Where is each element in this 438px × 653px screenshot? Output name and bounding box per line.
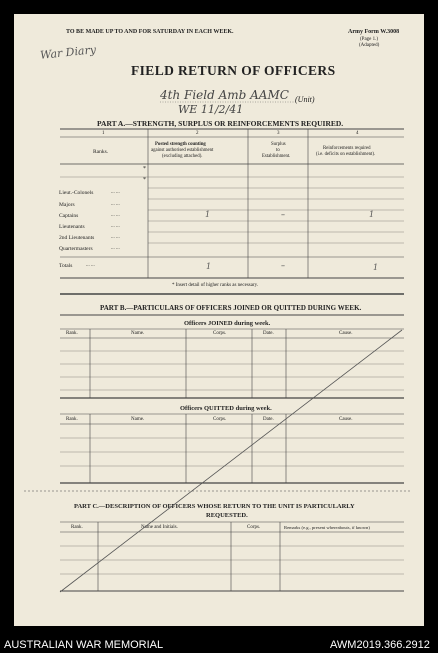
rank-label: Lieutenants [59, 224, 85, 230]
quitted-col-cause: Cause. [339, 417, 353, 422]
leader-dots: ... ... [111, 202, 120, 207]
part-c-col-name: Name and Initials. [141, 525, 178, 530]
officers-joined-title: Officers JOINED during week. [184, 320, 271, 327]
leader-dots: ... ... [86, 263, 95, 268]
form-title: FIELD RETURN OF OFFICERS [131, 63, 336, 78]
captains-reinforce-entry: 1 [369, 210, 375, 219]
surplus-header: Establishment. [262, 154, 291, 159]
part-c-col-corps: Corps. [247, 525, 261, 530]
leader-dots: ... ... [111, 190, 120, 195]
rank-label: Lieut.-Colonels [59, 190, 94, 196]
part-b-heading: PART B.—PARTICULARS OF OFFICERS JOINED OR QUITTED DURING WEEK. [100, 304, 362, 312]
reinforcements-header: (i.e. deficits on establishment). [316, 152, 376, 157]
part-a-col-number: 4 [356, 131, 359, 136]
unit-label: (Unit) [295, 95, 315, 104]
totals-posted-entry: 1 [206, 262, 212, 271]
quitted-col-rank: Rank. [66, 417, 78, 422]
ranks-column-header: Ranks. [93, 149, 109, 155]
captains-surplus-entry: – [281, 210, 285, 219]
rank-label: Majors [59, 202, 75, 208]
officers-quitted-title: Officers QUITTED during week. [180, 405, 272, 412]
surplus-header: to [276, 148, 280, 153]
leader-dots: ... ... [111, 246, 120, 251]
form-number: Army Form W.3008 [348, 29, 400, 35]
part-a-footnote: * Insert detail of higher ranks as necessary. [172, 283, 259, 288]
rank-label: Quartermasters [59, 246, 93, 252]
submission-instruction: TO BE MADE UP TO AND FOR SATURDAY IN EACH WEEK. [66, 29, 234, 35]
part-a-col-number: 3 [277, 131, 280, 136]
posted-strength-header: (excluding attached). [162, 154, 203, 159]
rank-label: 2nd Lieutenants [59, 235, 95, 241]
joined-col-rank: Rank. [66, 331, 78, 336]
higher-rank-asterisk: * [143, 177, 146, 183]
leader-dots: ... ... [111, 224, 120, 229]
joined-col-cause: Cause. [339, 331, 353, 336]
part-c-col-rank: Rank. [71, 525, 83, 530]
reinforcements-header: Reinforcements required [323, 146, 371, 151]
captains-posted-entry: 1 [205, 210, 211, 219]
week-ending-handwritten: WE 11/2/41 [178, 103, 244, 116]
joined-col-name: Name. [131, 331, 145, 336]
rank-label: Captains [59, 213, 79, 219]
posted-strength-header: Posted strength counting [155, 142, 206, 147]
leader-dots: ... ... [111, 213, 120, 218]
quitted-col-date: Date. [263, 417, 274, 422]
war-diary-note: War Diary [39, 43, 97, 62]
footer-accession-number: AWM2019.366.2912 [330, 639, 430, 651]
totals-reinforce-entry: 1 [373, 263, 379, 272]
form-page-number: (Page 1.) [360, 37, 379, 42]
quitted-col-name: Name. [131, 417, 145, 422]
part-a-heading: PART A.—STRENGTH, SURPLUS OR REINFORCEMENTS REQUIRED. [97, 119, 344, 128]
part-c-heading-cont: REQUESTED. [206, 512, 248, 519]
surplus-header: Surplus [271, 142, 286, 147]
part-c-col-remarks: Remarks (e.g., present whereabouts, if known) [284, 525, 370, 530]
part-c-heading: PART C.—DESCRIPTION OF OFFICERS WHOSE RETURN TO THE UNIT IS PARTICULARLY [74, 503, 355, 510]
totals-surplus-entry: – [281, 261, 285, 270]
unit-handwritten: 4th Field Amb AAMC [160, 88, 289, 102]
form-adapted: (Adapted) [359, 43, 380, 48]
posted-strength-header: against authorised establishment [151, 148, 214, 153]
leader-dots: ... ... [111, 235, 120, 240]
totals-label: Totals [59, 263, 73, 269]
footer-institution: AUSTRALIAN WAR MEMORIAL [4, 639, 164, 651]
joined-col-date: Date. [263, 331, 274, 336]
joined-col-corps: Corps. [213, 331, 227, 336]
part-a-col-number: 2 [196, 131, 199, 136]
quitted-col-corps: Corps. [213, 417, 227, 422]
part-a-col-number: 1 [102, 131, 105, 136]
higher-rank-asterisk: * [143, 166, 146, 172]
